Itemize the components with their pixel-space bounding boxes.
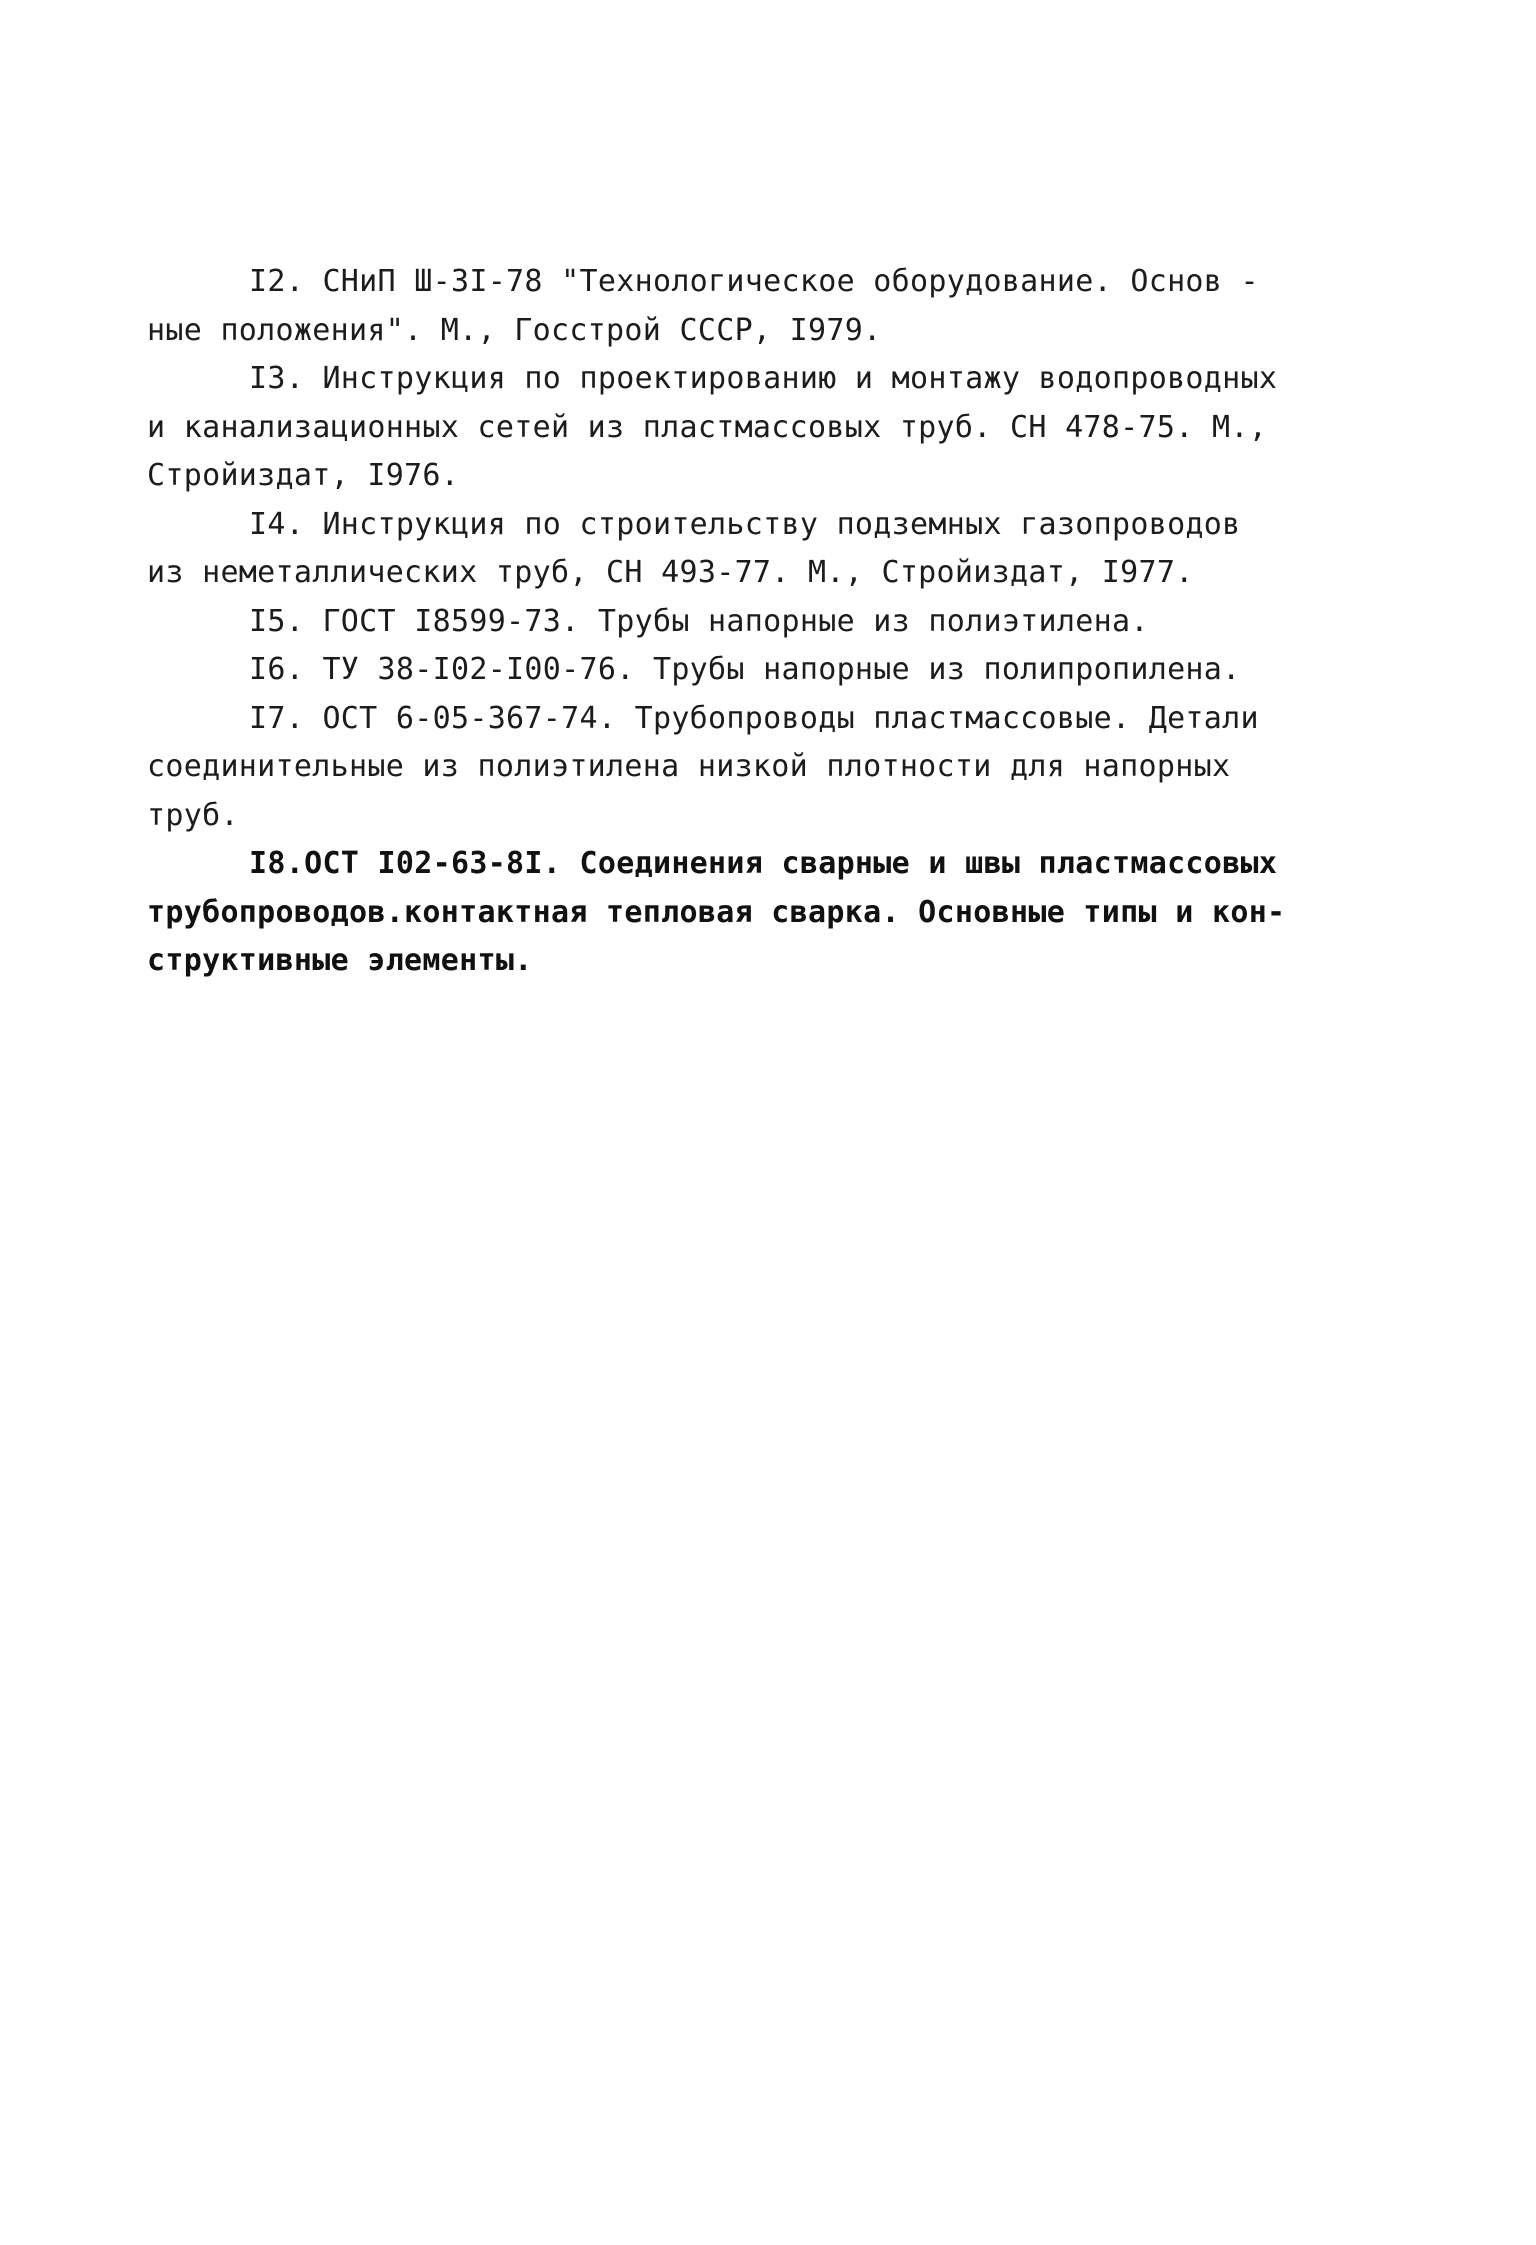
- reference-line: из неметаллических труб, СН 493-77. М., Стройиздат, I977.: [147, 555, 1194, 590]
- reference-item-17: [147, 695, 1407, 841]
- reference-line: I2. СНиП Ш-3I-78 "Технологическое оборудование. Основ -: [249, 264, 1259, 299]
- reference-line: I4. Инструкция по строительству подземных газопроводов: [249, 506, 1241, 542]
- reference-line: и канализационных сетей из пластмассовых труб. СН 478-75. М.,: [147, 409, 1268, 445]
- reference-item-16: [147, 646, 1407, 695]
- reference-item-12: [147, 258, 1407, 355]
- reference-line: I8.ОСТ I02-63-8I. Соединения сварные и швы пластмассовых: [249, 846, 1278, 881]
- reference-line: структивные элементы.: [147, 943, 533, 978]
- reference-line: труб.: [147, 797, 239, 833]
- reference-item-18: [147, 840, 1407, 986]
- reference-line: ные положения". М., Госстрой СССР, I979.: [147, 312, 882, 348]
- reference-list: [147, 258, 1407, 986]
- reference-line: I7. ОСТ 6-05-367-74. Трубопроводы пластмассовые. Детали: [249, 700, 1259, 736]
- reference-item-15: [147, 598, 1407, 647]
- reference-line: I3. Инструкция по проектированию и монтажу водопроводных: [249, 361, 1278, 396]
- reference-line: I6. ТУ 38-I02-I00-76. Трубы напорные из полипропилена.: [249, 652, 1241, 687]
- reference-line: Стройиздат, I976.: [147, 458, 460, 493]
- reference-line: трубопроводов.контактная тепловая сварка. Основные типы и кон-: [147, 894, 1286, 930]
- reference-line: I5. ГОСТ I8599-73. Трубы напорные из полиэтилена.: [249, 603, 1149, 639]
- reference-item-14: [147, 501, 1407, 598]
- reference-line: соединительные из полиэтилена низкой плотности для напорных: [147, 749, 1231, 784]
- reference-item-13: [147, 355, 1407, 501]
